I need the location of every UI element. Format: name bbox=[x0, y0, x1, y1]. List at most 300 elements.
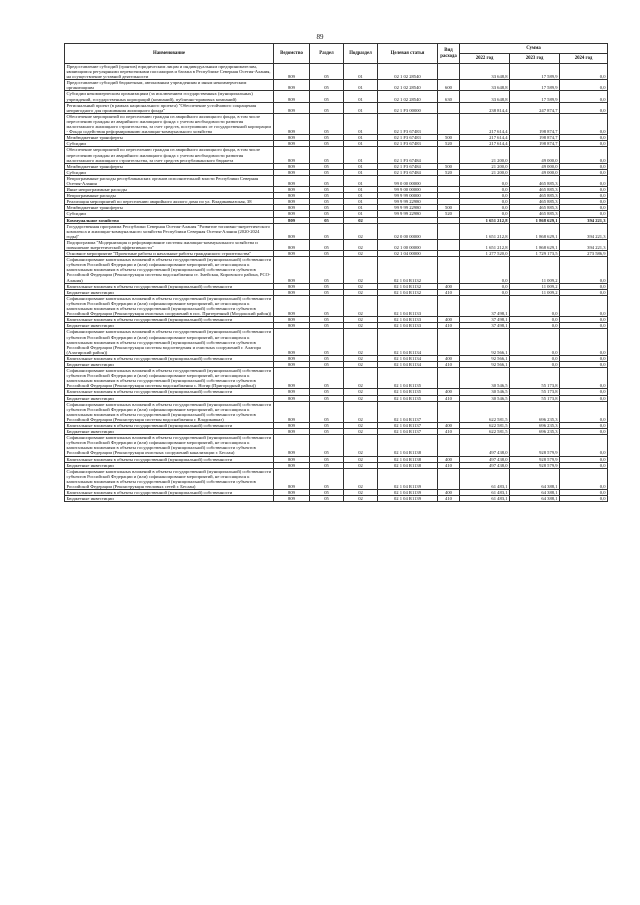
row-target-article: 99 9 99 22980 bbox=[378, 211, 438, 217]
row-name: Региональный проект (в рамках национального проекта) "Обеспечение устойчивого сокращения непригодного для проживания жилищного фонда" bbox=[65, 102, 274, 113]
row-sum-2024: 0,0 bbox=[560, 395, 608, 401]
row-sum-2024: 0,0 bbox=[560, 323, 608, 329]
row-expense-type: 410 bbox=[438, 462, 460, 468]
row-target-article: 99 9 99 22980 bbox=[378, 205, 438, 211]
row-target-article: 02 1 04 R1138 bbox=[378, 435, 438, 456]
row-razdel: 05 bbox=[310, 211, 344, 217]
row-sum-2022: 1 651 212,8 bbox=[460, 217, 510, 223]
row-sum-2023: 696 235,3 bbox=[510, 401, 560, 422]
row-podrazdel: 02 bbox=[344, 423, 378, 429]
row-sum-2022: 33 648,8 bbox=[460, 80, 510, 91]
row-target-article: 02 1 F3 67483 bbox=[378, 113, 438, 134]
row-sum-2024: 0,0 bbox=[560, 102, 608, 113]
row-razdel: 05 bbox=[310, 223, 344, 239]
row-ved: 809 bbox=[274, 361, 310, 367]
row-sum-2022: 238 814,4 bbox=[460, 102, 510, 113]
row-sum-2023: 1 729 173,5 bbox=[510, 251, 560, 257]
row-name: Основное мероприятие "Проектные работы и начальные работы гражданского строительства" bbox=[65, 251, 274, 257]
table-row bbox=[65, 102, 608, 113]
row-ved: 809 bbox=[274, 217, 310, 223]
row-sum-2023: 1 868 629,1 bbox=[510, 217, 560, 223]
row-sum-2022: 61 483,1 bbox=[460, 490, 510, 496]
row-ved: 809 bbox=[274, 147, 310, 163]
table-row bbox=[65, 91, 608, 102]
row-razdel: 05 bbox=[310, 317, 344, 323]
row-target-article: 02 1 04 R1135 bbox=[378, 395, 438, 401]
row-ved: 809 bbox=[274, 239, 310, 250]
row-podrazdel: 02 bbox=[344, 389, 378, 395]
row-podrazdel: 01 bbox=[344, 175, 378, 186]
row-ved: 809 bbox=[274, 496, 310, 502]
row-name: Субсидии bbox=[65, 141, 274, 147]
row-expense-type: 400 bbox=[438, 317, 460, 323]
header-ved: Ведомство bbox=[274, 44, 310, 64]
row-sum-2023: 0,0 bbox=[510, 355, 560, 361]
row-razdel: 05 bbox=[310, 147, 344, 163]
row-ved: 809 bbox=[274, 389, 310, 395]
row-ved: 809 bbox=[274, 257, 310, 283]
row-sum-2022: 33 648,8 bbox=[460, 91, 510, 102]
row-sum-2023: 1 868 629,1 bbox=[510, 223, 560, 239]
row-expense-type: 410 bbox=[438, 323, 460, 329]
row-sum-2022: 217 614,4 bbox=[460, 113, 510, 134]
row-sum-2022: 0,0 bbox=[460, 205, 510, 211]
row-razdel: 05 bbox=[310, 257, 344, 283]
row-expense-type bbox=[438, 113, 460, 134]
row-name: Предоставление субсидий (грантов) юридическим лицам и индивидуальным предпринимателям, являющимся регулярными перевозчиками пассажиров и багажа в Республике Северная Осетия-Алания, на осуществление уставной деятельности bbox=[65, 64, 274, 80]
row-ved: 809 bbox=[274, 295, 310, 316]
row-sum-2022: 61 483,1 bbox=[460, 468, 510, 489]
row-sum-2024: 0,0 bbox=[560, 187, 608, 193]
row-sum-2023: 64 388,1 bbox=[510, 468, 560, 489]
row-ved: 809 bbox=[274, 429, 310, 435]
row-expense-type: 410 bbox=[438, 289, 460, 295]
row-podrazdel: 02 bbox=[344, 283, 378, 289]
row-sum-2024: 0,0 bbox=[560, 141, 608, 147]
row-sum-2024: 0,0 bbox=[560, 169, 608, 175]
row-name: Софинансирование капитальных вложений в объекты государственной (муниципальной) собственности субъектов Российской Федерации и (или) софинансирование мероприятий, не относящихся к капитальным вложениям в объекты государственной (муниципальной) собственности субъектов Российской Федерации (Реконструкция системы водоснабжения с. Ногир (Пригородный район)) bbox=[65, 368, 274, 389]
row-name: Субсидии bbox=[65, 211, 274, 217]
row-name: Бюджетные инвестиции bbox=[65, 429, 274, 435]
row-razdel: 05 bbox=[310, 429, 344, 435]
row-razdel: 05 bbox=[310, 435, 344, 456]
row-target-article: 99 9 00 00000 bbox=[378, 187, 438, 193]
row-sum-2023: 11 009,2 bbox=[510, 283, 560, 289]
row-razdel: 05 bbox=[310, 496, 344, 502]
row-target-article: 02 1 04 00000 bbox=[378, 251, 438, 257]
row-sum-2023: 696 235,3 bbox=[510, 423, 560, 429]
row-sum-2022: 0,0 bbox=[460, 289, 510, 295]
row-razdel: 05 bbox=[310, 368, 344, 389]
row-podrazdel: 01 bbox=[344, 147, 378, 163]
row-podrazdel: 02 bbox=[344, 323, 378, 329]
row-sum-2024: 0,0 bbox=[560, 113, 608, 134]
row-razdel: 05 bbox=[310, 462, 344, 468]
row-razdel: 05 bbox=[310, 141, 344, 147]
row-podrazdel: 01 bbox=[344, 80, 378, 91]
row-sum-2023: 17 589,9 bbox=[510, 91, 560, 102]
row-sum-2022: 1 651 212,8 bbox=[460, 239, 510, 250]
row-ved: 809 bbox=[274, 401, 310, 422]
row-sum-2024: 0,0 bbox=[560, 496, 608, 502]
row-target-article: 02 1 F3 67484 bbox=[378, 169, 438, 175]
row-podrazdel: 02 bbox=[344, 468, 378, 489]
row-sum-2022: 37 498,1 bbox=[460, 317, 510, 323]
row-sum-2023: 0,0 bbox=[510, 295, 560, 316]
row-expense-type: 410 bbox=[438, 361, 460, 367]
row-ved: 809 bbox=[274, 462, 310, 468]
table-row bbox=[65, 223, 608, 239]
row-sum-2023: 55 173,8 bbox=[510, 389, 560, 395]
row-podrazdel: 01 bbox=[344, 163, 378, 169]
row-razdel: 05 bbox=[310, 102, 344, 113]
row-name: Обеспечение мероприятий по переселению граждан из аварийного жилищного фонда, в том числе переселению граждан из аварийного жилищного фонда с учетом необходимости развития малоэтажного жилищного строительства, за счет средств республиканского бюджета bbox=[65, 147, 274, 163]
row-sum-2023: 64 388,1 bbox=[510, 490, 560, 496]
row-sum-2023: 11 009,2 bbox=[510, 289, 560, 295]
row-name: Капитальные вложения в объекты государственной (муниципальной) собственности bbox=[65, 389, 274, 395]
table-row bbox=[65, 113, 608, 134]
row-razdel: 05 bbox=[310, 283, 344, 289]
row-expense-type: 410 bbox=[438, 496, 460, 502]
row-ved: 809 bbox=[274, 175, 310, 186]
row-expense-type bbox=[438, 64, 460, 80]
row-name: Софинансирование капитальных вложений в объекты государственной (муниципальной) собственности субъектов Российской Федерации и (или) софинансирование мероприятий, не относящихся к капитальным вложениям в объекты государственной (муниципальной) собственности субъектов Российской Федерации (Реконструкция системы водоснабжения г. Владикавказ) bbox=[65, 401, 274, 422]
row-razdel: 05 bbox=[310, 217, 344, 223]
row-sum-2022: 0,0 bbox=[460, 199, 510, 205]
row-podrazdel: 01 bbox=[344, 64, 378, 80]
row-ved: 809 bbox=[274, 435, 310, 456]
row-razdel: 05 bbox=[310, 468, 344, 489]
row-name: Непрограммные расходы bbox=[65, 193, 274, 199]
row-podrazdel: 02 bbox=[344, 355, 378, 361]
row-podrazdel: 02 bbox=[344, 257, 378, 283]
row-podrazdel: 02 bbox=[344, 368, 378, 389]
row-target-article: 99 0 00 00000 bbox=[378, 175, 438, 186]
row-name: Бюджетные инвестиции bbox=[65, 361, 274, 367]
row-target-article: 02 0 00 00000 bbox=[378, 223, 438, 239]
row-ved: 809 bbox=[274, 199, 310, 205]
row-podrazdel: 02 bbox=[344, 456, 378, 462]
row-sum-2022: 497 438,0 bbox=[460, 462, 510, 468]
row-podrazdel: 02 bbox=[344, 239, 378, 250]
row-expense-type bbox=[438, 329, 460, 355]
row-podrazdel: 02 bbox=[344, 329, 378, 355]
row-target-article: 99 9 99 22980 bbox=[378, 199, 438, 205]
header-year-2024: 2024 год bbox=[560, 54, 608, 64]
table-row bbox=[65, 257, 608, 283]
row-ved: 809 bbox=[274, 102, 310, 113]
row-target-article: 02 1 04 R1133 bbox=[378, 317, 438, 323]
row-expense-type bbox=[438, 257, 460, 283]
row-expense-type bbox=[438, 223, 460, 239]
row-ved: 809 bbox=[274, 205, 310, 211]
row-name: Софинансирование капитальных вложений в объекты государственной (муниципальной) собственности субъектов Российской Федерации и (или) софинансирование мероприятий, не относящихся к капитальным вложениям в объекты государственной (муниципальной) собственности субъектов Российской Федерации (Реконструкция системы водоснабжения ст. Змейская, Кировского района, РСО-Алания) bbox=[65, 257, 274, 283]
table-row bbox=[65, 64, 608, 80]
row-sum-2023: 49 000,0 bbox=[510, 169, 560, 175]
header-name: Наименование bbox=[65, 44, 274, 64]
row-expense-type bbox=[438, 102, 460, 113]
row-name: Межбюджетные трансферты bbox=[65, 205, 274, 211]
row-sum-2024: 394 221,3 bbox=[560, 217, 608, 223]
row-razdel: 05 bbox=[310, 113, 344, 134]
row-sum-2023: 465 885,3 bbox=[510, 211, 560, 217]
row-ved: 809 bbox=[274, 169, 310, 175]
row-sum-2024: 0,0 bbox=[560, 91, 608, 102]
row-sum-2024: 0,0 bbox=[560, 289, 608, 295]
row-podrazdel: 01 bbox=[344, 199, 378, 205]
row-name: Бюджетные инвестиции bbox=[65, 289, 274, 295]
row-ved: 809 bbox=[274, 251, 310, 257]
row-sum-2023: 465 885,3 bbox=[510, 175, 560, 186]
row-name: Непрограммные расходы республиканских органов исполнительной власти Республики Северная Осетия-Алания bbox=[65, 175, 274, 186]
row-sum-2022: 0,0 bbox=[460, 175, 510, 186]
row-sum-2024: 0,0 bbox=[560, 468, 608, 489]
row-target-article: 02 1 F3 67484 bbox=[378, 163, 438, 169]
row-target-article: 02 1 04 R1137 bbox=[378, 423, 438, 429]
row-target-article: 02 1 04 R1138 bbox=[378, 462, 438, 468]
row-podrazdel: 02 bbox=[344, 223, 378, 239]
row-name: Софинансирование капитальных вложений в объекты государственной (муниципальной) собственности субъектов Российской Федерации и (или) софинансирование мероприятий, не относящихся к капитальным вложениям в объекты государственной (муниципальной) собственности субъектов Российской Федерации (Реконструкция очистных сооружений в пос. Притеречный (Моздокский район)) bbox=[65, 295, 274, 316]
row-ved: 809 bbox=[274, 80, 310, 91]
row-sum-2024: 0,0 bbox=[560, 163, 608, 169]
row-name: Обеспечение мероприятий по переселению граждан из аварийного жилищного фонда, в том числе переселению граждан из аварийного жилищного фонда с учетом необходимости развития малоэтажного жилищного строительства, за счет средств, поступивших от государственной корпорации - Фонда содействия реформированию жилищно-коммунального хозяйства bbox=[65, 113, 274, 134]
row-target-article: 02 1 04 R1137 bbox=[378, 401, 438, 422]
row-sum-2023: 198 874,7 bbox=[510, 135, 560, 141]
row-sum-2023: 11 009,2 bbox=[510, 257, 560, 283]
row-podrazdel: 01 bbox=[344, 193, 378, 199]
row-sum-2022: 92 566,1 bbox=[460, 361, 510, 367]
row-podrazdel: 01 bbox=[344, 135, 378, 141]
row-podrazdel: 02 bbox=[344, 496, 378, 502]
row-podrazdel: 01 bbox=[344, 205, 378, 211]
row-ved: 809 bbox=[274, 423, 310, 429]
row-sum-2024: 0,0 bbox=[560, 199, 608, 205]
row-razdel: 05 bbox=[310, 193, 344, 199]
row-podrazdel: 02 bbox=[344, 295, 378, 316]
row-podrazdel: 01 bbox=[344, 211, 378, 217]
table-row bbox=[65, 80, 608, 91]
row-expense-type bbox=[438, 175, 460, 186]
row-podrazdel: 01 bbox=[344, 169, 378, 175]
header-target-article: Целевая статья bbox=[378, 44, 438, 64]
row-expense-type bbox=[438, 468, 460, 489]
row-expense-type: 500 bbox=[438, 135, 460, 141]
header-expense-type: Вид расхода bbox=[438, 44, 460, 64]
row-ved: 809 bbox=[274, 223, 310, 239]
row-expense-type: 410 bbox=[438, 395, 460, 401]
row-ved: 809 bbox=[274, 64, 310, 80]
table-row bbox=[65, 401, 608, 422]
row-sum-2024: 0,0 bbox=[560, 147, 608, 163]
row-sum-2023: 928 579,9 bbox=[510, 435, 560, 456]
row-sum-2023: 0,0 bbox=[510, 323, 560, 329]
table-row bbox=[65, 175, 608, 186]
row-name: Капитальные вложения в объекты государственной (муниципальной) собственности bbox=[65, 283, 274, 289]
row-expense-type: 410 bbox=[438, 429, 460, 435]
table-row bbox=[65, 368, 608, 389]
row-sum-2023: 49 000,0 bbox=[510, 163, 560, 169]
header-year-2023: 2023 год bbox=[510, 54, 560, 64]
row-ved: 809 bbox=[274, 211, 310, 217]
row-target-article: 02 1 04 R1139 bbox=[378, 490, 438, 496]
row-razdel: 05 bbox=[310, 329, 344, 355]
row-razdel: 05 bbox=[310, 187, 344, 193]
row-target-article: 02 1 F3 67484 bbox=[378, 147, 438, 163]
row-ved: 809 bbox=[274, 283, 310, 289]
row-expense-type: 630 bbox=[438, 91, 460, 102]
row-sum-2024: 394 221,3 bbox=[560, 239, 608, 250]
row-sum-2023: 465 885,3 bbox=[510, 205, 560, 211]
row-name: Бюджетные инвестиции bbox=[65, 395, 274, 401]
row-ved: 809 bbox=[274, 355, 310, 361]
table-row bbox=[65, 468, 608, 489]
row-sum-2022: 0,0 bbox=[460, 257, 510, 283]
row-podrazdel: 01 bbox=[344, 141, 378, 147]
row-razdel: 05 bbox=[310, 251, 344, 257]
row-sum-2022: 30 546,5 bbox=[460, 368, 510, 389]
row-sum-2024: 0,0 bbox=[560, 295, 608, 316]
row-name: Бюджетные инвестиции bbox=[65, 323, 274, 329]
row-sum-2023: 0,0 bbox=[510, 317, 560, 323]
row-sum-2023: 49 000,0 bbox=[510, 147, 560, 163]
row-sum-2024: 0,0 bbox=[560, 80, 608, 91]
row-sum-2022: 21 200,0 bbox=[460, 147, 510, 163]
row-sum-2022: 622 581,5 bbox=[460, 429, 510, 435]
row-sum-2024: 0,0 bbox=[560, 64, 608, 80]
row-sum-2023: 198 874,7 bbox=[510, 113, 560, 134]
row-target-article: 02 1 02 28540 bbox=[378, 64, 438, 80]
row-razdel: 05 bbox=[310, 239, 344, 250]
header-razdel: Раздел bbox=[310, 44, 344, 64]
row-sum-2022: 622 581,5 bbox=[460, 423, 510, 429]
row-name: Межбюджетные трансферты bbox=[65, 163, 274, 169]
row-expense-type: 400 bbox=[438, 283, 460, 289]
row-ved: 809 bbox=[274, 329, 310, 355]
row-ved: 809 bbox=[274, 163, 310, 169]
row-name: Иные непрограммные расходы bbox=[65, 187, 274, 193]
row-target-article: 02 1 04 R1138 bbox=[378, 456, 438, 462]
row-podrazdel: 02 bbox=[344, 401, 378, 422]
row-sum-2024: 0,0 bbox=[560, 490, 608, 496]
row-expense-type: 520 bbox=[438, 169, 460, 175]
row-razdel: 05 bbox=[310, 169, 344, 175]
row-name: Субсидии bbox=[65, 169, 274, 175]
row-sum-2024: 273 586,9 bbox=[560, 251, 608, 257]
row-razdel: 05 bbox=[310, 91, 344, 102]
table-row bbox=[65, 147, 608, 163]
row-sum-2022: 217 614,4 bbox=[460, 135, 510, 141]
row-target-article: 02 1 04 R1134 bbox=[378, 355, 438, 361]
row-podrazdel: 01 bbox=[344, 113, 378, 134]
row-sum-2024: 0,0 bbox=[560, 429, 608, 435]
row-target-article: 02 1 04 R1137 bbox=[378, 429, 438, 435]
row-target-article: 02 1 04 R1132 bbox=[378, 283, 438, 289]
row-razdel: 05 bbox=[310, 389, 344, 395]
row-podrazdel: 01 bbox=[344, 91, 378, 102]
row-sum-2024: 0,0 bbox=[560, 368, 608, 389]
row-sum-2024: 0,0 bbox=[560, 211, 608, 217]
row-sum-2022: 21 200,0 bbox=[460, 163, 510, 169]
row-sum-2024: 0,0 bbox=[560, 205, 608, 211]
row-sum-2024: 0,0 bbox=[560, 423, 608, 429]
row-target-article: 02 1 00 00000 bbox=[378, 239, 438, 250]
row-expense-type bbox=[438, 147, 460, 163]
row-target-article: 02 1 04 R1135 bbox=[378, 368, 438, 389]
row-expense-type: 400 bbox=[438, 423, 460, 429]
header-podrazdel: Подраздел bbox=[344, 44, 378, 64]
row-target-article: 02 1 F3 67483 bbox=[378, 135, 438, 141]
row-name: Софинансирование капитальных вложений в объекты государственной (муниципальной) собственности субъектов Российской Федерации и (или) софинансирование мероприятий, не относящихся к капитальным вложениям в объекты государственной (муниципальной) собственности субъектов Российской Федерации (Реконструкция системы водоотведения и очистных сооружений г. Алагира (Алагирский район)) bbox=[65, 329, 274, 355]
row-target-article: 02 1 04 R1133 bbox=[378, 295, 438, 316]
row-name: Капитальные вложения в объекты государственной (муниципальной) собственности bbox=[65, 317, 274, 323]
row-podrazdel: 02 bbox=[344, 317, 378, 323]
row-name: Субсидии некоммерческим организациям (за исключением государственных (муниципальных) учреждений, государственных корпораций (компаний), публично-правовых компаний) bbox=[65, 91, 274, 102]
row-ved: 809 bbox=[274, 187, 310, 193]
row-podrazdel: 02 bbox=[344, 289, 378, 295]
row-sum-2023: 928 579,9 bbox=[510, 456, 560, 462]
row-sum-2024: 0,0 bbox=[560, 435, 608, 456]
row-sum-2022: 0,0 bbox=[460, 283, 510, 289]
row-sum-2022: 0,0 bbox=[460, 187, 510, 193]
table-row bbox=[65, 295, 608, 316]
row-ved: 809 bbox=[274, 141, 310, 147]
row-target-article: 02 1 04 R1133 bbox=[378, 323, 438, 329]
row-podrazdel: 02 bbox=[344, 435, 378, 456]
header-sum: Сумма bbox=[460, 44, 608, 54]
row-sum-2024: 0,0 bbox=[560, 462, 608, 468]
row-target-article: 99 9 99 00000 bbox=[378, 193, 438, 199]
row-target-article: 02 1 04 R1135 bbox=[378, 389, 438, 395]
row-sum-2022: 622 581,5 bbox=[460, 401, 510, 422]
row-expense-type bbox=[438, 295, 460, 316]
budget-table bbox=[64, 43, 608, 502]
row-name: Капитальные вложения в объекты государственной (муниципальной) собственности bbox=[65, 423, 274, 429]
row-sum-2024: 0,0 bbox=[560, 329, 608, 355]
row-sum-2022: 21 200,0 bbox=[460, 169, 510, 175]
row-razdel: 05 bbox=[310, 199, 344, 205]
row-ved: 809 bbox=[274, 456, 310, 462]
row-razdel: 05 bbox=[310, 80, 344, 91]
row-sum-2022: 33 648,8 bbox=[460, 64, 510, 80]
row-target-article: 02 1 02 28540 bbox=[378, 91, 438, 102]
row-ved: 809 bbox=[274, 193, 310, 199]
row-razdel: 05 bbox=[310, 401, 344, 422]
row-name: Капитальные вложения в объекты государственной (муниципальной) собственности bbox=[65, 490, 274, 496]
row-sum-2022: 497 438,0 bbox=[460, 435, 510, 456]
row-sum-2023: 17 589,9 bbox=[510, 80, 560, 91]
row-sum-2022: 0,0 bbox=[460, 211, 510, 217]
row-sum-2022: 30 546,5 bbox=[460, 389, 510, 395]
row-ved: 809 bbox=[274, 91, 310, 102]
row-sum-2023: 928 579,9 bbox=[510, 462, 560, 468]
row-podrazdel: 02 bbox=[344, 462, 378, 468]
row-sum-2023: 465 885,3 bbox=[510, 193, 560, 199]
row-sum-2023: 0,0 bbox=[510, 361, 560, 367]
row-name: Реализация мероприятий по переселению аварийного жилого дома по ул. Владикавказская, 38 bbox=[65, 199, 274, 205]
row-razdel: 05 bbox=[310, 163, 344, 169]
row-sum-2022: 37 498,1 bbox=[460, 295, 510, 316]
row-sum-2024: 0,0 bbox=[560, 389, 608, 395]
row-razdel: 05 bbox=[310, 456, 344, 462]
row-expense-type bbox=[438, 239, 460, 250]
row-sum-2023: 0,0 bbox=[510, 329, 560, 355]
row-sum-2024: 0,0 bbox=[560, 355, 608, 361]
row-target-article: 02 1 F3 00000 bbox=[378, 102, 438, 113]
row-expense-type: 520 bbox=[438, 211, 460, 217]
row-sum-2024: 0,0 bbox=[560, 361, 608, 367]
row-target-article: 02 1 04 R1139 bbox=[378, 468, 438, 489]
row-razdel: 05 bbox=[310, 423, 344, 429]
